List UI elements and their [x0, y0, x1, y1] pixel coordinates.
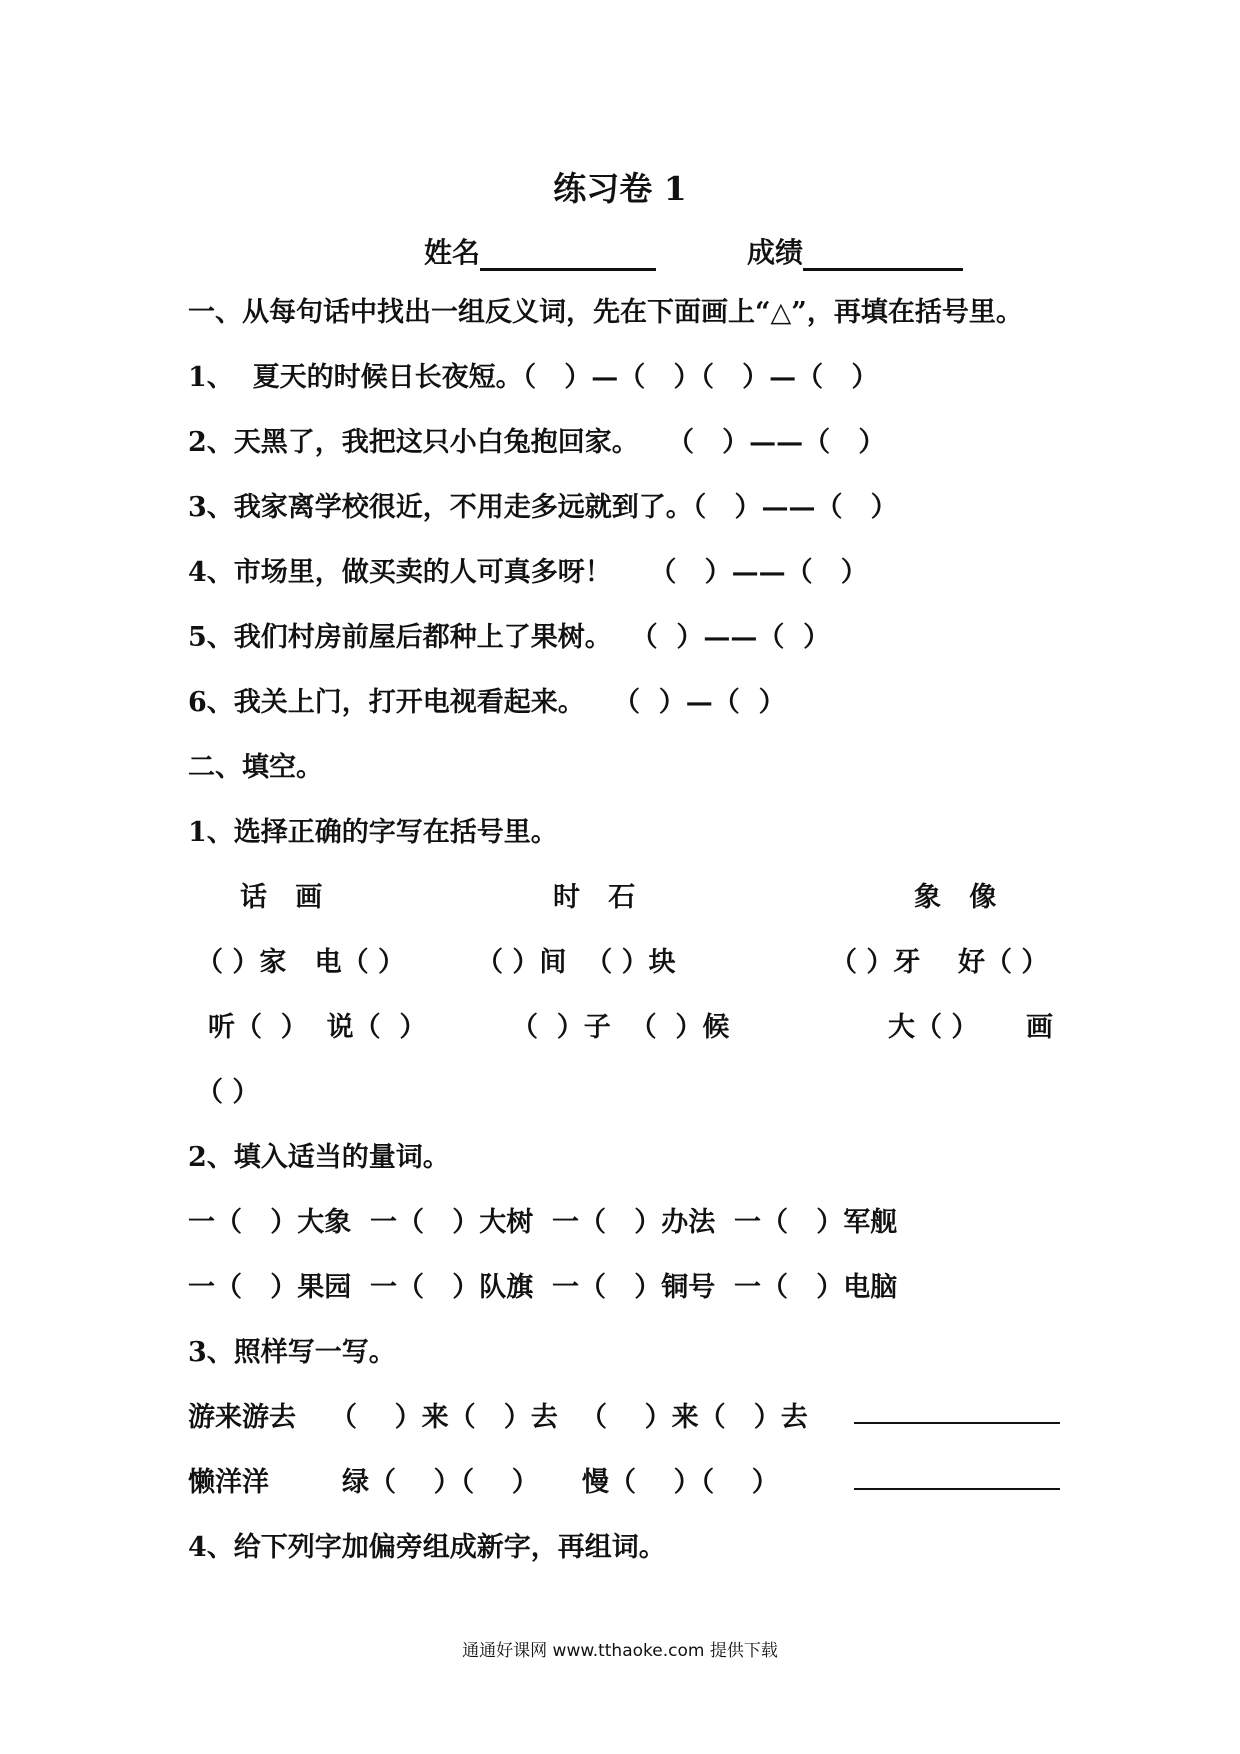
- section1-heading: 一、从每句话中找出一组反义词，先在下面画上“△”，再填在括号里。: [188, 297, 1023, 328]
- section1-item-2: 2、天黑了，我把这只小白兔抱回家。 （ ）——（ ）: [188, 427, 886, 458]
- q2-heading: 2、填入适当的量词。: [188, 1142, 450, 1173]
- q3-row1-answer-line[interactable]: [854, 1422, 1060, 1424]
- q2-row-1: 一（ ）大象 一（ ）大树 一（ ）办法 一（ ）军舰: [188, 1207, 898, 1238]
- q3-row2-blank-b: 慢（ ）（ ）: [582, 1467, 779, 1498]
- q1-row2-a: 听（ ） 说（ ）: [208, 1012, 427, 1043]
- q3-row1-blank-b: （ ）来（ ）去: [580, 1402, 808, 1433]
- q1-group-3: 象 像: [914, 882, 997, 913]
- q1-heading: 1、选择正确的字写在括号里。: [188, 817, 558, 848]
- section1-item-1: 1、 夏天的时候日长夜短。（ ）—（ ）（ ）—（ ）: [188, 362, 879, 393]
- q3-heading: 3、照样写一写。: [188, 1337, 396, 1368]
- name-field[interactable]: [424, 231, 656, 271]
- q3-row2-answer-line[interactable]: [854, 1488, 1060, 1490]
- score-field[interactable]: [747, 231, 963, 271]
- section1-item-4: 4、市场里，做买卖的人可真多呀！ （ ）——（ ）: [188, 557, 868, 588]
- footer-text: 通通好课网 www.tthaoke.com 提供下载: [462, 1641, 778, 1661]
- section2-heading: 二、填空。: [188, 752, 323, 783]
- q1-group-2: 时 石: [553, 882, 636, 913]
- q2-row-2: 一（ ）果园 一（ ）队旗 一（ ）铜号 一（ ）电脑: [188, 1272, 898, 1303]
- section1-item-5: 5、我们村房前屋后都种上了果树。 （ ）——（ ）: [188, 622, 831, 653]
- q1-row2-c: 大（ ）: [888, 1012, 979, 1043]
- q3-row2-blank-a: 绿（ ）（ ）: [342, 1467, 539, 1498]
- q1-row2-tail: 画: [1026, 1012, 1053, 1043]
- score-label: 成绩: [747, 236, 804, 269]
- name-blank[interactable]: [480, 236, 656, 271]
- q1-row2-b: （ ）子 （ ）候: [511, 1012, 730, 1043]
- q1-row1-a: （ ）家 电（ ）: [196, 947, 405, 978]
- q4-heading: 4、给下列字加偏旁组成新字，再组词。: [188, 1532, 666, 1563]
- q1-row1-b: （ ）间 （ ）块: [476, 947, 676, 978]
- q1-row3: （ ）: [196, 1077, 260, 1108]
- section1-item-6: 6、我关上门，打开电视看起来。 （ ）—（ ）: [188, 687, 786, 718]
- section1-item-3: 3、我家离学校很近，不用走多远就到了。（ ）——（ ）: [188, 492, 898, 523]
- q1-group-1: 话 画: [240, 882, 323, 913]
- name-label: 姓名: [424, 236, 481, 269]
- page-title: 练习卷 1: [553, 169, 687, 208]
- q3-example-2: 懒洋洋: [188, 1467, 269, 1498]
- q3-example-1: 游来游去: [188, 1402, 296, 1433]
- q3-row1-blank-a: （ ）来（ ）去: [330, 1402, 558, 1433]
- q1-row1-c: （ ）牙 好（ ）: [830, 947, 1049, 978]
- score-blank[interactable]: [803, 236, 963, 271]
